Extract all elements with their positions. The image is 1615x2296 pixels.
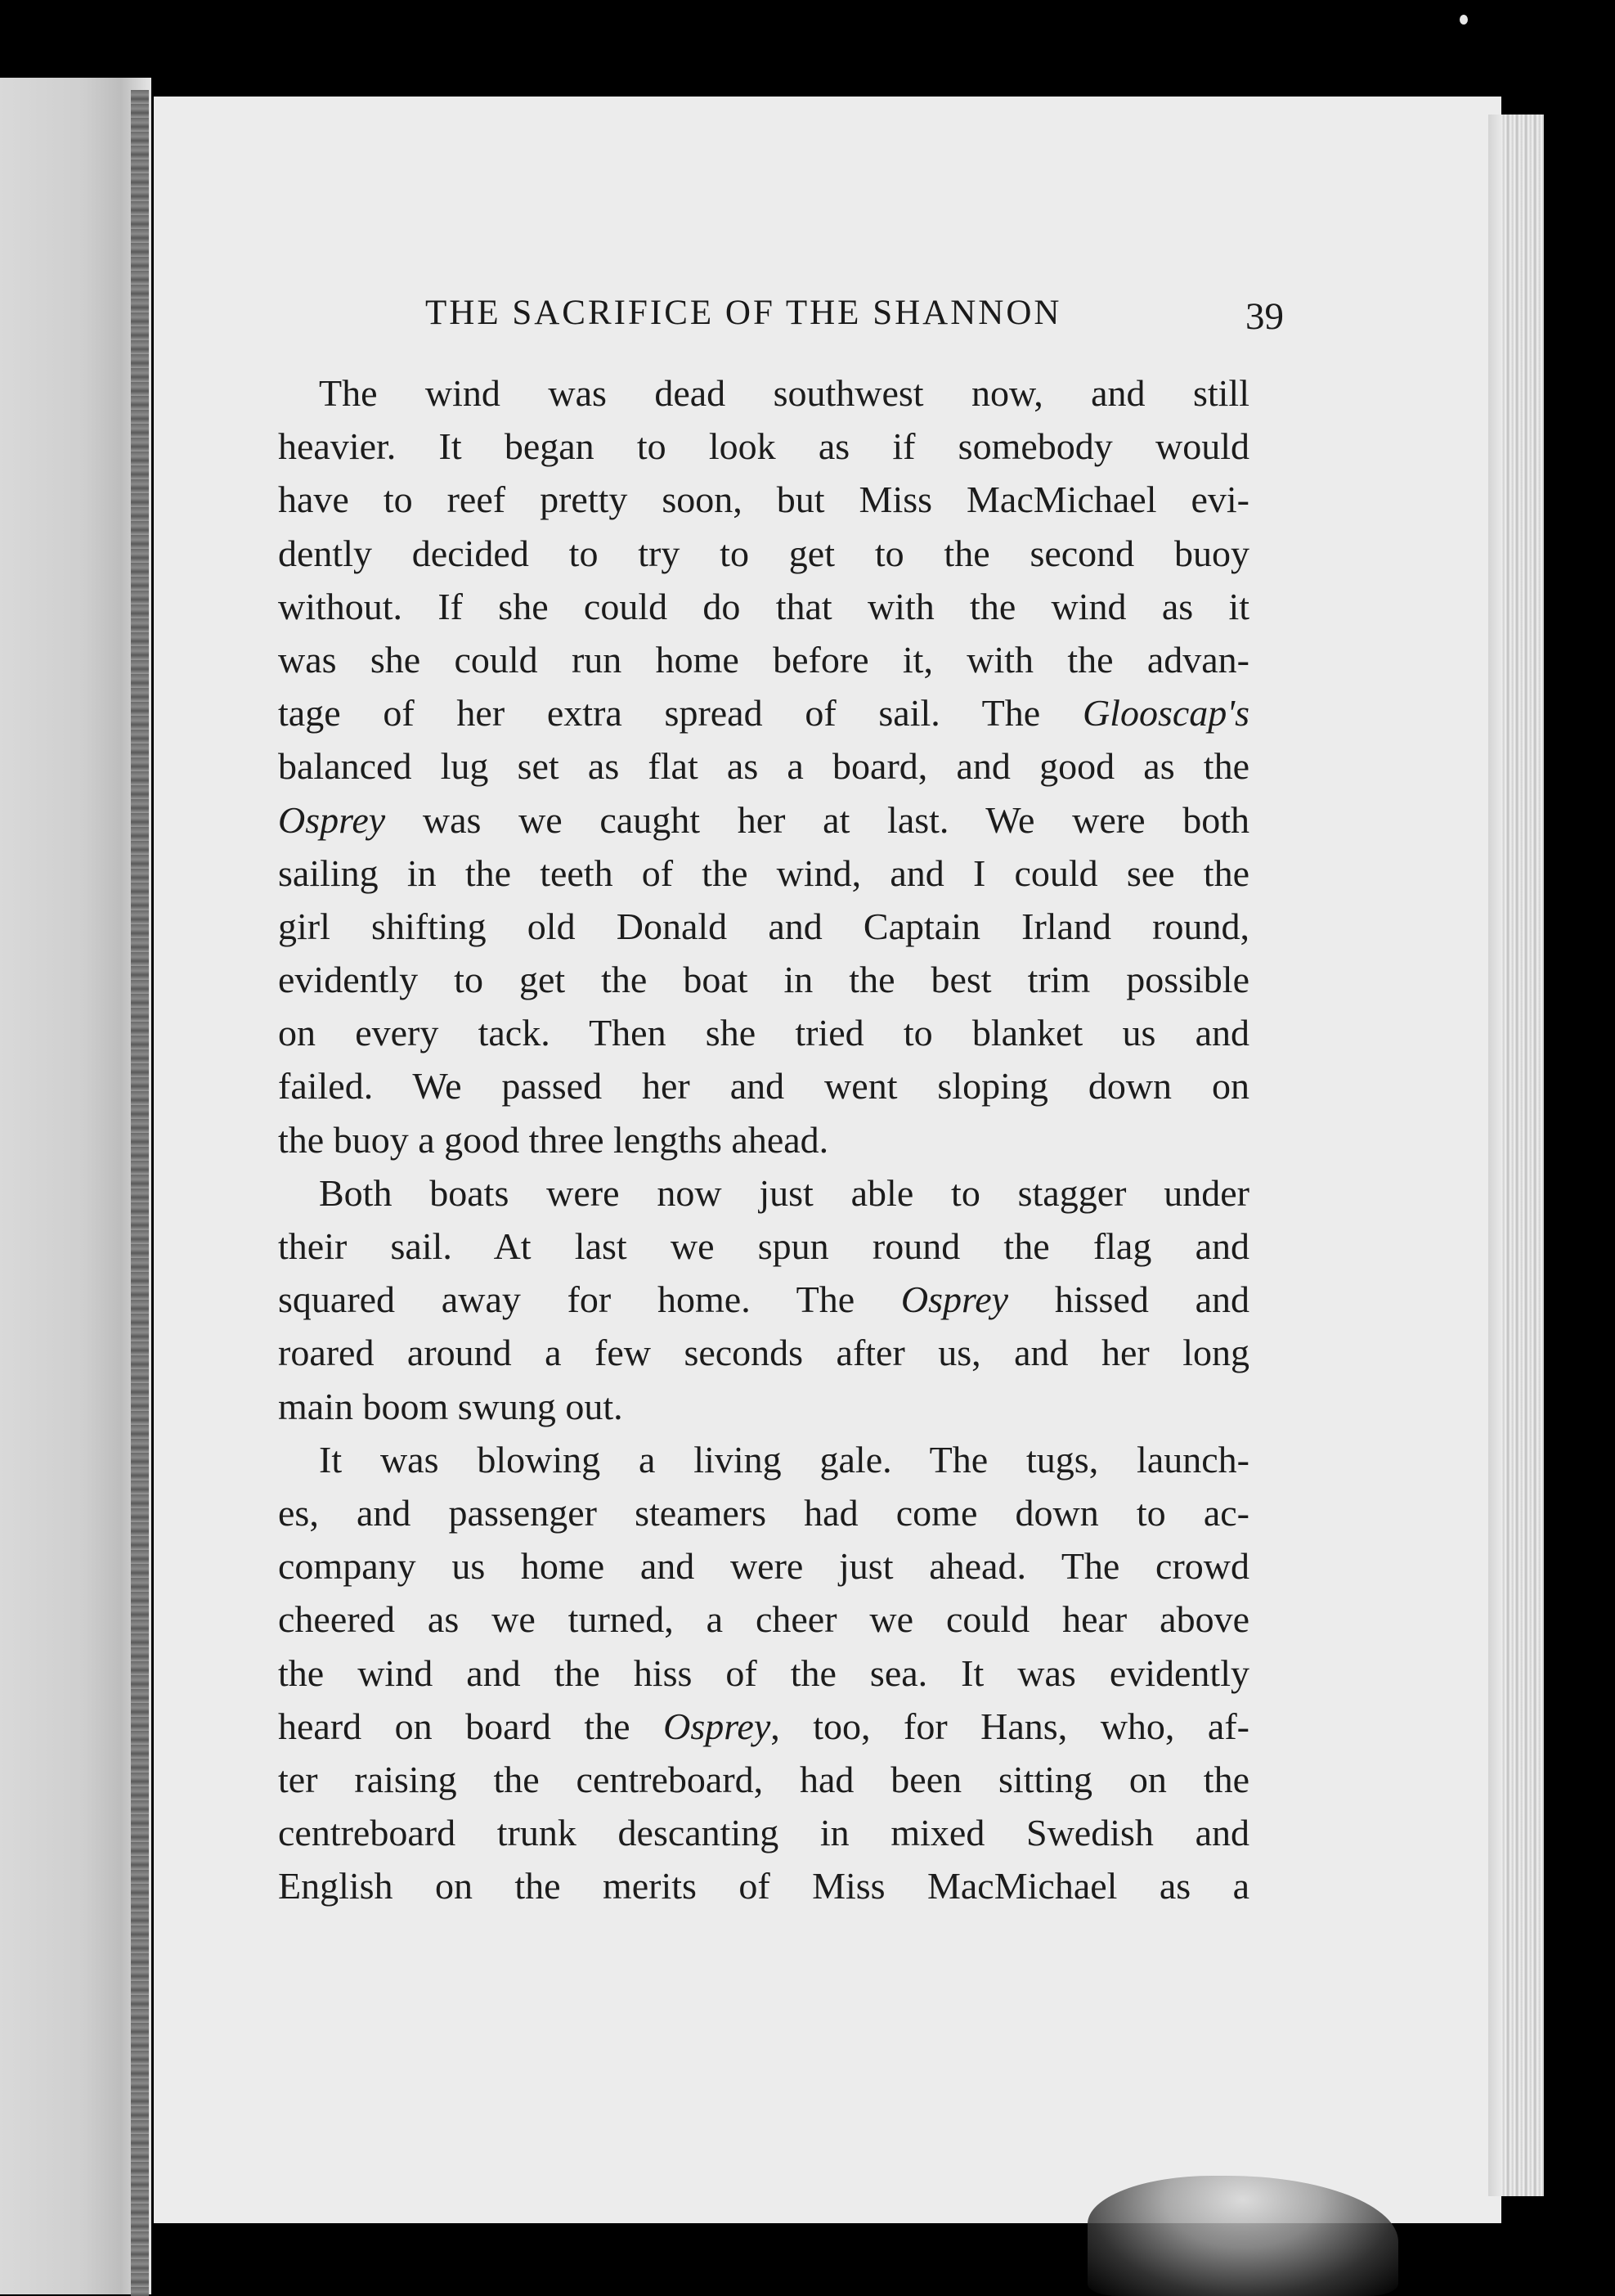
page-shadow (1488, 115, 1501, 2196)
text-line: main boom swung out. (278, 1385, 623, 1427)
text-line: heard on board the Osprey, too, for Hans, who, af- (278, 1705, 1249, 1747)
text-line: tage of her extra spread of sail. The Glooscap's (278, 692, 1249, 735)
text-line: squared away for home. The Osprey hissed and (278, 1278, 1249, 1321)
text-line: balanced lug set as flat as a board, and good as the (278, 745, 1249, 788)
text-line: centreboard trunk descanting in mixed Swedish and (278, 1812, 1249, 1854)
text-line: the buoy a good three lengths ahead. (278, 1118, 829, 1161)
text-line: Osprey was we caught her at last. We were both (278, 798, 1249, 841)
text-line: evidently to get the boat in the best trim possible (278, 959, 1249, 1001)
text-line: sailing in the teeth of the wind, and I could see the (278, 851, 1249, 894)
text-line: dently decided to try to get to the second buoy (278, 532, 1249, 574)
page-stack-edge (1501, 115, 1544, 2196)
text-line: roared around a few seconds after us, and her long (278, 1332, 1249, 1374)
book-gutter (131, 90, 149, 2296)
text-line: ter raising the centreboard, had been sitting on the (278, 1758, 1249, 1800)
text-line: company us home and were just ahead. The crowd (278, 1545, 1249, 1588)
text-line: Both boats were now just able to stagger under (319, 1171, 1249, 1214)
page-header (270, 293, 1284, 350)
text-line: the wind and the hiss of the sea. It was evidently (278, 1651, 1249, 1694)
text-line: English on the merits of Miss MacMichael as a (278, 1865, 1249, 1907)
text-line: without. If she could do that with the wind as it (278, 585, 1249, 627)
paragraph-2 (278, 1166, 1249, 1433)
page-number: 39 (1245, 295, 1284, 338)
text-line: girl shifting old Donald and Captain Irland round, (278, 905, 1249, 947)
body-text (278, 366, 1249, 1912)
running-head: THE SACRIFICE OF THE SHANNON (425, 294, 1062, 332)
paragraph-1 (278, 366, 1249, 1166)
paragraph-3 (278, 1433, 1249, 1913)
text-line: es, and passenger steamers had come down to ac- (278, 1491, 1249, 1534)
text-line: failed. We passed her and went sloping down on (278, 1065, 1249, 1108)
text-line: was she could run home before it, with the advan- (278, 638, 1249, 681)
facing-page-edge (0, 78, 151, 2294)
text-line: have to reef pretty soon, but Miss MacMichael evi- (278, 479, 1249, 521)
text-line: It was blowing a living gale. The tugs, launch- (319, 1438, 1249, 1480)
text-line: their sail. At last we spun round the flag and (278, 1225, 1249, 1267)
text-line: The wind was dead southwest now, and still (319, 372, 1249, 414)
text-line: on every tack. Then she tried to blanket us and (278, 1012, 1249, 1054)
text-line: cheered as we turned, a cheer we could hear above (278, 1598, 1249, 1641)
text-line: heavier. It began to look as if somebody would (278, 425, 1249, 468)
dust-speck (1460, 15, 1468, 25)
